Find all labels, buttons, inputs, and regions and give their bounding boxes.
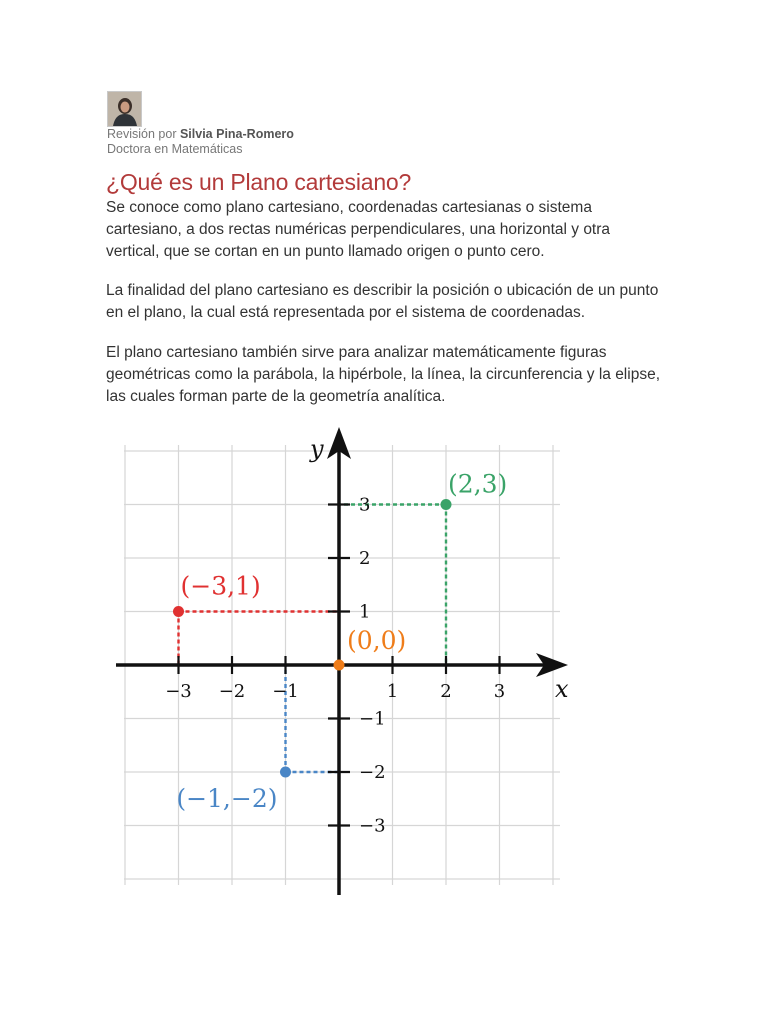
x-tick-label: −2 xyxy=(218,681,246,702)
x-tick-label: −3 xyxy=(165,681,192,702)
y-axis-label: y xyxy=(310,435,324,463)
point-neg1-neg2 xyxy=(280,767,291,778)
author-avatar[interactable] xyxy=(107,91,142,127)
paragraph-purpose: La finalidad del plano cartesiano es describir la posición o ubicación de un punto en el plano, la cual está representada por el sistema de coordenadas. xyxy=(106,282,659,321)
x-axis-label: x xyxy=(555,675,569,703)
author-role: Doctora en Matemáticas xyxy=(107,141,243,156)
y-tick-label: −3 xyxy=(359,815,386,837)
point-origin xyxy=(334,660,345,671)
author-byline xyxy=(107,127,294,156)
y-tick-label: 2 xyxy=(359,548,371,569)
avatar-image xyxy=(108,92,141,126)
review-line xyxy=(107,127,294,142)
author-block xyxy=(107,91,142,127)
y-tick-label: 3 xyxy=(359,494,371,516)
review-prefix: Revisión por xyxy=(107,127,177,141)
point-2-3 xyxy=(441,499,452,510)
point-2-3-label: (2,3) xyxy=(448,469,508,499)
y-tick-label: −1 xyxy=(359,708,386,730)
y-tick-label: 1 xyxy=(359,601,371,623)
point-neg3-1 xyxy=(173,606,184,617)
paragraph-definition: Se conoce como plano cartesiano, coordenadas cartesianas o sistema cartesiano, a dos rectas numéricas perpendiculares, una horizontal y otra vertical, que se cortan en un punto llamado origen o punto cero. xyxy=(106,199,611,260)
x-tick-label: −1 xyxy=(272,681,299,702)
x-tick-label: 2 xyxy=(440,681,452,702)
x-tick-label: 3 xyxy=(493,681,506,702)
point-neg1-neg2-label: (−1,−2) xyxy=(176,784,278,813)
cartesian-plane-diagram xyxy=(110,425,580,905)
author-name[interactable]: Silvia Pina-Romero xyxy=(179,127,294,141)
article-title: ¿Qué es un Plano cartesiano? xyxy=(106,169,412,195)
x-tick-label: 1 xyxy=(386,681,399,702)
y-tick-label: −2 xyxy=(359,762,386,783)
paragraph-uses: El plano cartesiano también sirve para analizar matemáticamente figuras geométricas como la parábola, la hipérbole, la línea, la circunferencia y la elipse, las cuales forman parte de la geometría analítica. xyxy=(106,344,660,405)
point-origin-label: (0,0) xyxy=(347,626,407,655)
point-neg3-1-label: (−3,1) xyxy=(180,571,261,601)
